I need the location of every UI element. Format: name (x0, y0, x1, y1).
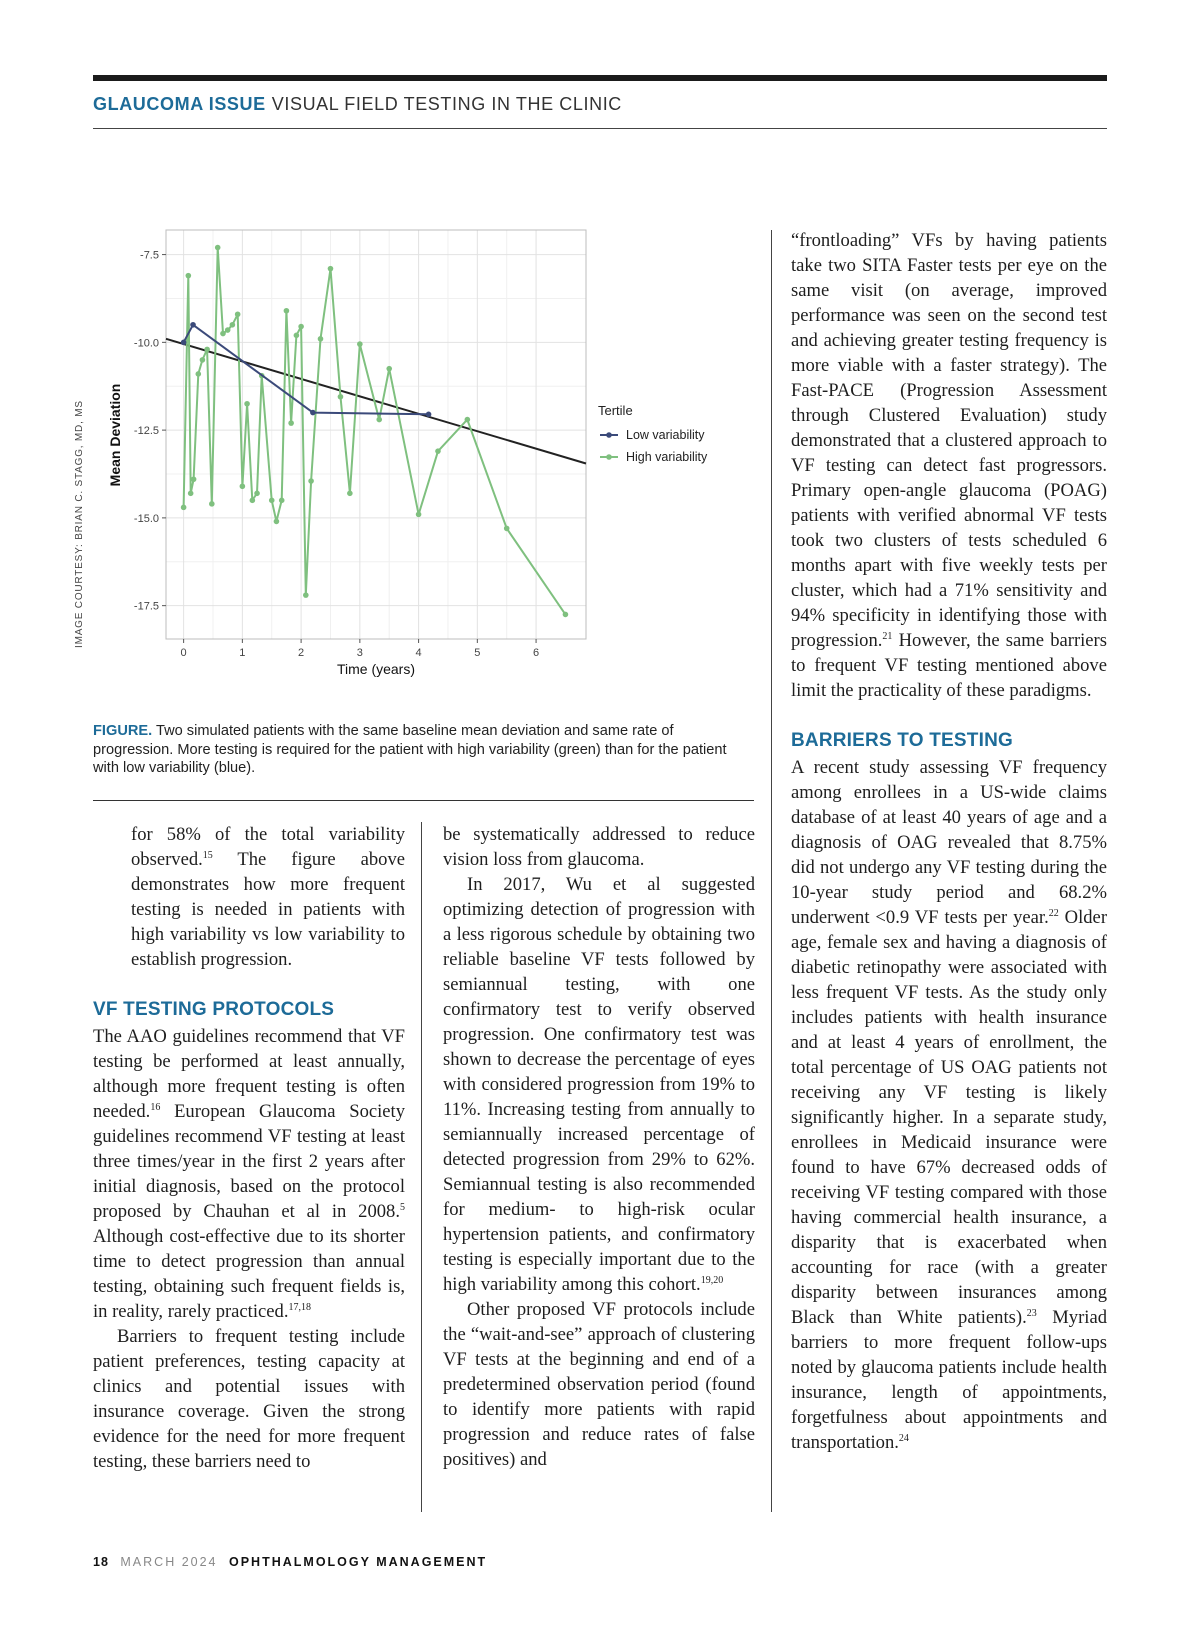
high-variability-point (504, 526, 510, 532)
reference-sup: 24 (898, 1433, 909, 1444)
col1-p2c-text: Although cost-effective due to its shorter time to detect progression than annual testing, obtaining such frequent fields is, in reality, rarely practiced. (93, 1226, 405, 1322)
high-variability-point (563, 612, 569, 618)
legend-key-point (606, 454, 612, 460)
high-variability-point (244, 401, 250, 407)
plot-panel (166, 230, 586, 639)
y-tick-label: -12.5 (133, 425, 159, 438)
y-axis-label: Mean Deviation (107, 383, 123, 487)
high-variability-point (235, 311, 241, 317)
trend-line (166, 339, 586, 464)
high-variability-point (416, 512, 422, 518)
reference-sup: 23 (1026, 1308, 1037, 1319)
high-variability-point (196, 371, 202, 377)
column-divider (421, 822, 422, 1512)
reference-sup: 19,20 (700, 1275, 724, 1286)
image-credit: IMAGE COURTESY: BRIAN C. STAGG, MD, MS (74, 400, 85, 648)
header-topic: VISUAL FIELD TESTING IN THE CLINIC (271, 94, 622, 114)
high-variability-point (181, 505, 187, 511)
high-variability-point (284, 308, 290, 314)
legend-entry: High variability (626, 450, 708, 464)
col1-paragraph-2 (93, 1024, 405, 1324)
col2-paragraph-1: be systematically addressed to reduce vision loss from glaucoma. (443, 824, 755, 870)
legend-key-point (606, 432, 612, 438)
col1-paragraph-1 (93, 822, 405, 972)
high-variability-point (191, 476, 197, 482)
reference-sup: 15 (202, 850, 213, 861)
y-tick-label: -10.0 (133, 337, 159, 350)
high-variability-point (220, 331, 226, 337)
reference-sup: 5 (400, 1202, 405, 1213)
legend-title: Tertile (598, 403, 633, 418)
figure-rule (93, 800, 754, 801)
x-tick-label: 3 (356, 647, 363, 659)
x-tick-label: 4 (415, 647, 422, 659)
top-rule (93, 75, 1107, 81)
col1-p1b-text: The figure above demonstrates how more frequent testing is needed in patients with high variability vs low variability to establish progression. (131, 849, 405, 970)
y-tick-label: -7.5 (140, 249, 159, 262)
reference-sup: 17,18 (288, 1302, 311, 1313)
high-variability-point (435, 448, 441, 454)
section-heading-vf-testing-protocols: VF TESTING PROTOCOLS (93, 999, 335, 1020)
header-rule (93, 128, 1107, 129)
col3-p2a-text: A recent study assessing VF frequency among enrollees in a US-wide claims database of at least 40 years of age and a diagnosis of OAG revealed that 8.75% did not undergo any VF testing during the 10-year study period and 68.2% underwent <0.9 VF tests per year. (791, 757, 1107, 928)
col2-paragraph-3: Other proposed VF protocols include the “wait-and-see” approach of clustering VF tests at the beginning and end of a predetermined observation period (found to identify more patients with rapid progression and reduce rates of false positives) and (443, 1299, 755, 1470)
high-variability-point (250, 498, 256, 504)
col2-paragraph-2 (443, 872, 755, 1297)
high-variability-point (274, 519, 280, 525)
high-variability-point (318, 336, 324, 342)
x-axis-label: Time (years) (336, 661, 416, 677)
col1-p1-text: for 58% of the total variability observed. (131, 824, 405, 870)
col2-p2a-text: In 2017, Wu et al suggested optimizing detection of progression with a less rigorous schedule by obtaining two reliable baseline VF tests followed by semiannual testing, with one confirmatory test to verify observed progression. One confirmatory test was shown to decrease the percentage of eyes with considered progression from 19% to 11%. Increasing testing from annually to semiannually increased percentage of detected progression from 29% to 62%. Semiannual testing is also recommended for medium- to high-risk ocular hypertension patients, and confirmatory testing is especially important due to the high variability among this cohort. (443, 874, 755, 1295)
high-variability-point (204, 347, 210, 353)
section-heading-barriers-to-testing: BARRIERS TO TESTING (791, 730, 1013, 751)
reference-sup: 16 (150, 1102, 161, 1113)
col1-p2a-text: The AAO guidelines recommend that VF testing be performed at least annually, although more frequent testing is often needed. (93, 1026, 405, 1122)
high-variability-point (357, 341, 363, 347)
x-tick-label: 6 (533, 647, 540, 659)
figure-caption-text: Two simulated patients with the same baseline mean deviation and same rate of progression. More testing is required for the patient with high variability (green) than for the patient with low variability (blue). (93, 723, 727, 776)
high-variability-point (209, 501, 215, 507)
high-variability-point (303, 592, 309, 598)
x-tick-label: 2 (298, 647, 305, 659)
chart-legend (598, 403, 708, 464)
x-tick-label: 1 (239, 647, 246, 659)
reference-sup: 21 (882, 631, 893, 642)
y-tick-label: -17.5 (133, 600, 159, 613)
high-variability-point (279, 498, 285, 504)
high-variability-point (376, 417, 382, 423)
column-1 (93, 822, 405, 1474)
high-variability-point (254, 491, 260, 497)
figure-label: FIGURE. (93, 723, 153, 739)
high-variability-point (308, 478, 314, 484)
high-variability-point (338, 394, 344, 400)
page-footer (93, 1555, 487, 1569)
col1-p2b-text: European Glaucoma Society guidelines recommend VF testing at least three times/year in the first 2 years after initial diagnosis, based on the protocol proposed by Chauhan et al in 2008. (93, 1101, 405, 1222)
high-variability-point (298, 324, 304, 330)
high-variability-point (288, 420, 294, 426)
figure-caption (93, 722, 743, 778)
column-2 (443, 822, 755, 1472)
column-divider (771, 230, 772, 1512)
low-variability-point (426, 412, 432, 418)
reference-sup: 22 (1048, 908, 1059, 919)
high-variability-point (186, 273, 192, 279)
high-variability-point (230, 322, 236, 328)
high-variability-point (386, 366, 392, 372)
high-variability-point (215, 245, 221, 251)
high-variability-point (200, 357, 206, 363)
issue-date: MARCH 2024 (120, 1555, 218, 1569)
high-variability-point (225, 327, 231, 333)
publication-name: OPHTHALMOLOGY MANAGEMENT (229, 1555, 488, 1569)
page-number: 18 (93, 1555, 109, 1569)
col3-paragraph-2 (791, 755, 1107, 1455)
high-variability-point (269, 498, 275, 504)
x-tick-label: 5 (474, 647, 481, 659)
low-variability-point (181, 340, 187, 346)
high-variability-line (184, 248, 566, 615)
low-variability-point (310, 410, 316, 416)
high-variability-point (465, 417, 471, 423)
col3-p2b-text: Older age, female sex and having a diagnosis of diabetic retinopathy were associated with less frequent VF tests. As the study only includes patients with health insurance and at least 4 years of enrollment, the total percentage of US OAG patients not receiving any VF testing is likely significantly higher. In a separate study, enrollees in Medicaid insurance were found to have 67% decreased odds of receiving VF testing compared with those having commercial health insurance, a disparity that is exacerbated when accounting for race (with a greater disparity between insurances among Black than White patients). (791, 907, 1108, 1328)
legend-entry: Low variability (626, 428, 705, 442)
high-variability-point (294, 333, 300, 339)
y-tick-label: -15.0 (133, 512, 159, 525)
figure-chart (100, 225, 740, 685)
header-issue: GLAUCOMA ISSUE (93, 94, 266, 114)
col3-p2c-text: Myriad barriers to more frequent follow-ups noted by glaucoma patients include health insurance, length of appointments, forgetfulness about appointments and transportation. (791, 1307, 1107, 1453)
col3-p1a-text: “frontloading” VFs by having patients take two SITA Faster tests per eye on the same visit (on average, improved performance was seen on the second test and achieving greater testing frequency is more viable with a faster strategy). The Fast-PACE (Progression Assessment through Clustered Evaluation) study demonstrated that a clustered approach to VF testing can detect fast progressors. Primary open-angle glaucoma (POAG) patients with verified abnormal VF tests took two clusters of tests scheduled 6 months apart with five weekly tests per cluster, which had a 71% sensitivity and 94% specificity in identifying those with progression. (791, 230, 1107, 651)
high-variability-point (328, 266, 334, 272)
high-variability-point (240, 483, 246, 489)
col3-paragraph-1 (791, 228, 1107, 703)
low-variability-point (190, 322, 196, 328)
high-variability-point (188, 491, 194, 497)
high-variability-point (347, 491, 353, 497)
chart-grid (166, 230, 586, 639)
col3-p1b-text: However, the same barriers to frequent VF testing mentioned above limit the practicality of these paradigms. (791, 630, 1107, 701)
column-3 (791, 228, 1107, 1455)
x-tick-label: 0 (180, 647, 187, 659)
running-header (93, 94, 622, 115)
col1-paragraph-3: Barriers to frequent testing include patient preferences, testing capacity at clinics and potential issues with insurance coverage. Given the strong evidence for the need for more frequent testing, these barriers need to (93, 1326, 405, 1472)
